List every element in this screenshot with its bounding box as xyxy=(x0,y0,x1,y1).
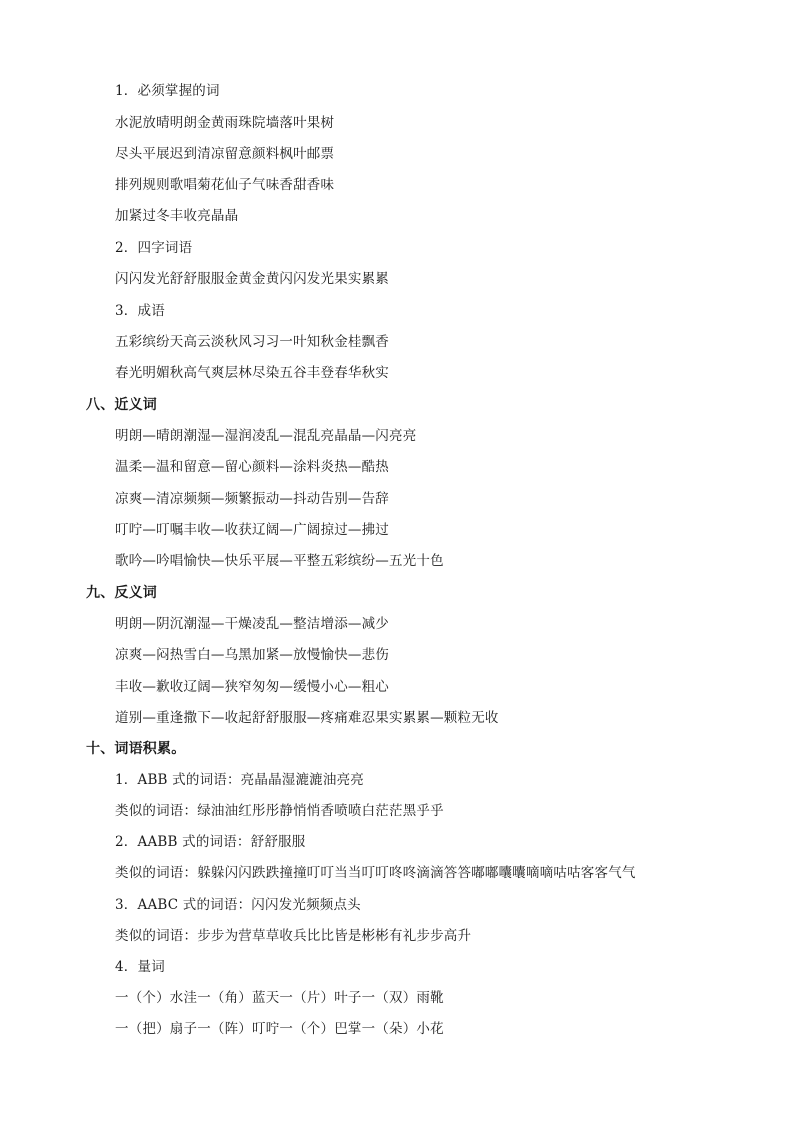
synonym-line: 温柔—温和留意—留心颜料—涂料炎热—酷热 xyxy=(115,459,389,475)
antonym-line: 凉爽—闷热雪白—乌黑加紧—放慢愉快—悲伤 xyxy=(115,647,389,663)
word-list-line: 类似的词语：步步为营草草收兵比比皆是彬彬有礼步步高升 xyxy=(115,928,472,944)
word-list-line: 加紧过冬丰收亮晶晶 xyxy=(115,208,239,224)
section-heading-word-accumulation: 十、词语积累。 xyxy=(86,741,186,757)
word-list-line: 水泥放晴明朗金黄雨珠院墙落叶果树 xyxy=(115,115,335,131)
word-list-line: 类似的词语：绿油油红彤彤静悄悄香喷喷白茫茫黑乎乎 xyxy=(115,803,444,819)
section-heading-synonyms: 八、近义词 xyxy=(86,397,157,413)
synonym-line: 明朗—晴朗潮湿—湿润凌乱—混乱亮晶晶—闪亮亮 xyxy=(115,428,417,444)
word-list-line: 春光明媚秋高气爽层林尽染五谷丰登春华秋实 xyxy=(115,365,389,381)
synonym-line: 凉爽—清凉频频—频繁振动—抖动告别—告辞 xyxy=(115,491,389,507)
subsection-title-measure-words: 4．量词 xyxy=(115,959,165,975)
antonym-line: 明朗—阴沉潮湿—干燥凌乱—整洁增添—减少 xyxy=(115,616,389,632)
word-list-line: 五彩缤纷天高云淡秋风习习一叶知秋金桂飘香 xyxy=(115,334,389,350)
word-list-line: 闪闪发光舒舒服服金黄金黄闪闪发光果实累累 xyxy=(115,271,389,287)
measure-word-line: 一（个）水洼一（角）蓝天一（片）叶子一（双）雨靴 xyxy=(115,990,444,1006)
antonym-line: 道别—重逢撒下—收起舒舒服服—疼痛难忍果实累累—颗粒无收 xyxy=(115,710,499,726)
subsection-title-idioms: 3．成语 xyxy=(115,303,165,319)
antonym-line: 丰收—歉收辽阔—狭窄匆匆—缓慢小心—粗心 xyxy=(115,679,389,695)
subsection-title-four-char-words: 2．四字词语 xyxy=(115,240,193,256)
word-list-line: 类似的词语：躲躲闪闪跌跌撞撞叮叮当当叮叮咚咚滴滴答答嘟嘟囔囔嘀嘀咕咕客客气气 xyxy=(115,865,636,881)
subsection-title-required-words: 1．必须掌握的词 xyxy=(115,83,220,99)
measure-word-line: 一（把）扇子一（阵）叮咛一（个）巴掌一（朵）小花 xyxy=(115,1021,444,1037)
word-list-line: 尽头平展迟到清凉留意颜料枫叶邮票 xyxy=(115,146,335,162)
subsection-title-aabc: 3．AABC 式的词语：闪闪发光频频点头 xyxy=(115,897,361,913)
synonym-line: 歌吟—吟唱愉快—快乐平展—平整五彩缤纷—五光十色 xyxy=(115,553,444,569)
section-heading-antonyms: 九、反义词 xyxy=(86,585,157,601)
subsection-title-aabb: 2．AABB 式的词语：舒舒服服 xyxy=(115,834,306,850)
synonym-line: 叮咛—叮嘱丰收—收获辽阔—广阔掠过—拂过 xyxy=(115,522,389,538)
subsection-title-abb: 1．ABB 式的词语：亮晶晶湿漉漉油亮亮 xyxy=(115,772,364,788)
word-list-line: 排列规则歌唱菊花仙子气味香甜香味 xyxy=(115,177,335,193)
